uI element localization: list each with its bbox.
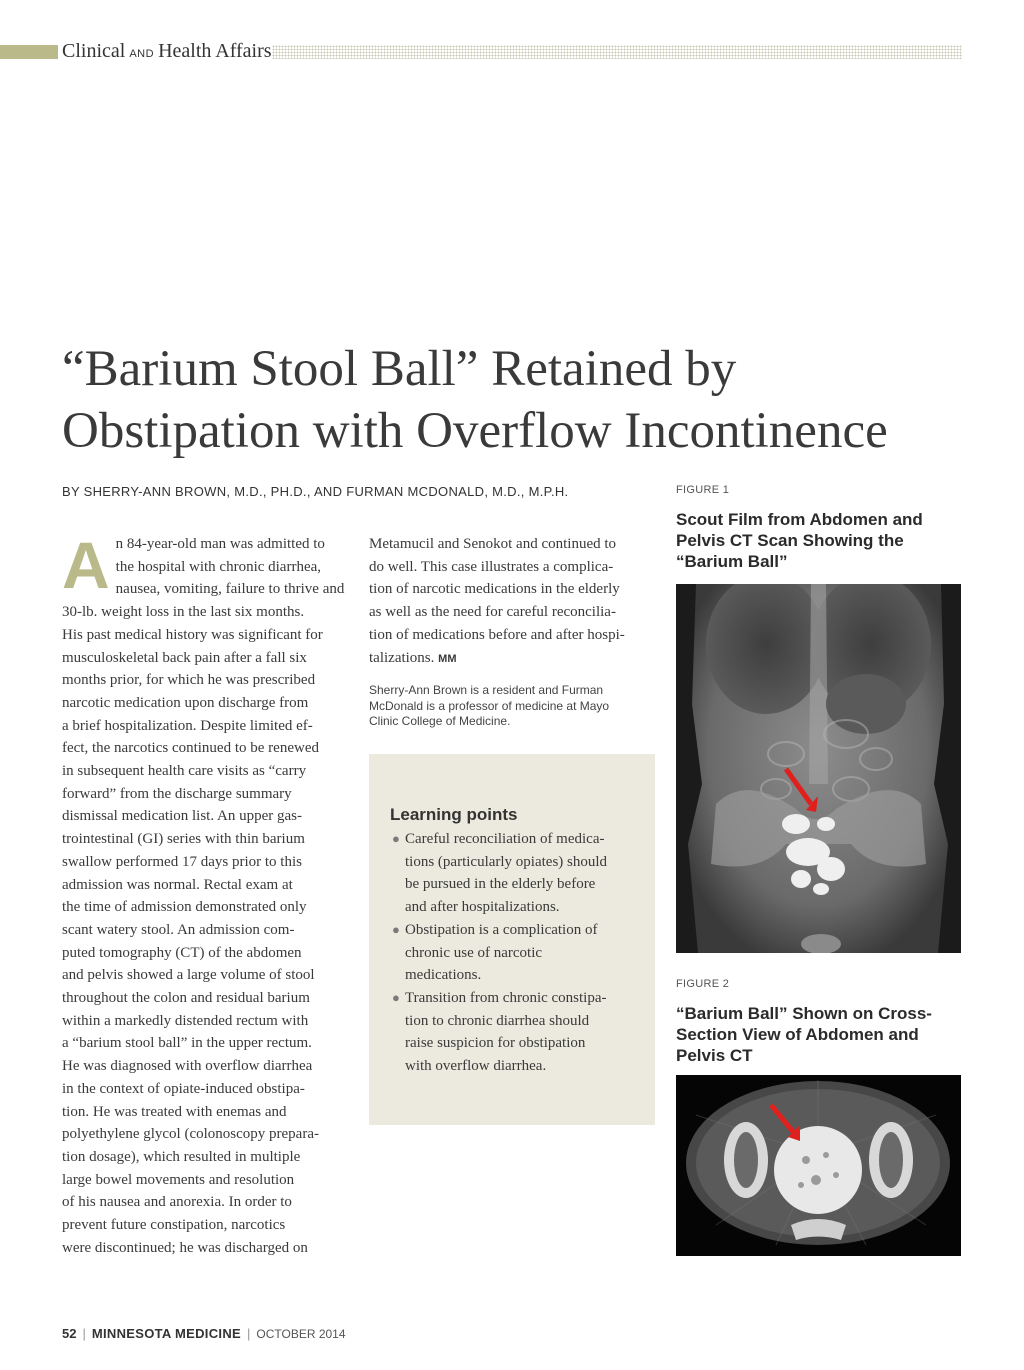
article-byline: BY SHERRY-ANN BROWN, M.D., PH.D., AND FURMAN MCDONALD, M.D., M.P.H. (62, 484, 569, 499)
learning-point-item (389, 919, 651, 987)
learning-point-line: with overflow diarrhea. (405, 1058, 547, 1075)
end-mark: MM (438, 652, 457, 665)
body-line: fect, the narcotics continued to be renewed (62, 740, 319, 757)
bullet-icon: ● (392, 989, 400, 1005)
body-line: tion of medications before and after hospi- (369, 626, 625, 643)
body-line: in subsequent health care visits as “carry (62, 763, 307, 780)
learning-points-title: Learning points (390, 805, 518, 824)
body-line: a “barium stool ball” in the upper rectum. (62, 1035, 312, 1052)
body-text (62, 528, 352, 1260)
author-bio (369, 683, 654, 730)
learning-point-line: tion to chronic diarrhea should (405, 1012, 590, 1029)
bio-line: Sherry-Ann Brown is a resident and Furman (369, 683, 604, 697)
body-line: scant watery stool. An admission com- (62, 921, 295, 938)
figure-1-scout-film-image (676, 584, 961, 953)
figure-title-line: Section View of Abdomen and (676, 1025, 919, 1044)
learning-point-line: Careful reconciliation of medica- (405, 831, 605, 847)
body-line: within a markedly distended rectum with (62, 1012, 309, 1029)
figure-1-label: FIGURE 1 (676, 484, 730, 496)
body-line: His past medical history was significant for (62, 626, 323, 643)
body-line: months prior, for which he was prescribed (62, 672, 316, 689)
body-line: nausea, vomiting, failure to thrive and (115, 581, 345, 598)
body-line: the time of admission demonstrated only (62, 899, 307, 916)
figure-2-label: FIGURE 2 (676, 978, 730, 990)
body-line: 30-lb. weight loss in the last six months. (62, 604, 305, 621)
learning-point-line: raise suspicion for obstipation (405, 1035, 586, 1052)
page-footer (62, 1326, 346, 1341)
bullet-icon: ● (392, 921, 400, 937)
body-line: tion of narcotic medications in the elderly (369, 581, 620, 598)
learning-points-list (389, 828, 651, 1078)
figure-title-line: “Barium Ball” Shown on Cross- (676, 1004, 932, 1023)
bio-line: McDonald is a professor of medicine at Mayo (369, 698, 610, 713)
title-line: “Barium Stool Ball” Retained by (62, 341, 737, 397)
learning-point-line: Transition from chronic constipa- (405, 989, 607, 1006)
body-line: He was diagnosed with overflow diarrhea (62, 1058, 313, 1075)
body-line: do well. This case illustrates a complica- (369, 558, 614, 575)
body-line: large bowel movements and resolution (62, 1171, 295, 1188)
figure-1-title (676, 509, 966, 572)
body-line: forward” from the discharge summary (62, 785, 292, 802)
learning-point-item (389, 828, 651, 919)
learning-point-line: be pursued in the elderly before (405, 876, 596, 893)
section-name-part2: Health Affairs (158, 40, 272, 62)
issue-date: OCTOBER 2014 (256, 1327, 346, 1341)
body-text (369, 533, 654, 670)
body-line: prevent future constipation, narcotics (62, 1217, 286, 1234)
body-line: throughout the colon and residual barium (62, 990, 310, 1007)
body-line: tion. He was treated with enemas and (62, 1103, 287, 1120)
body-line: dismissal medication list. An upper gas- (62, 808, 302, 825)
body-line: and pelvis showed a large volume of stool (62, 967, 315, 984)
body-line: tion dosage), which resulted in multiple (62, 1148, 301, 1165)
body-line: talizations. MM (369, 649, 457, 666)
footer-separator: | (246, 1326, 251, 1341)
body-line: in the context of opiate-induced obstipa- (62, 1080, 305, 1097)
title-line: Obstipation with Overflow Incontinence (62, 403, 888, 459)
learning-point-line: medications. (405, 967, 482, 984)
body-line: polyethylene glycol (colonoscopy prepara- (62, 1126, 319, 1143)
section-header (62, 40, 272, 63)
figure-title-line: Pelvis CT (676, 1046, 753, 1065)
body-line: trointestinal (GI) series with thin barium (62, 831, 305, 848)
footer-separator: | (82, 1326, 86, 1341)
figure-title-line: Scout Film from Abdomen and (676, 510, 923, 529)
section-dotted-rule (272, 45, 962, 59)
page-number: 52 (62, 1326, 77, 1341)
learning-point-line: Obstipation is a complication of (405, 921, 598, 938)
body-line: n 84-year-old man was admitted to (115, 536, 325, 552)
body-line: the hospital with chronic diarrhea, (115, 558, 322, 575)
body-line: Metamucil and Senokot and continued to (369, 536, 617, 552)
bullet-icon: ● (392, 831, 400, 846)
body-line: of his nausea and anorexia. In order to (62, 1194, 292, 1211)
article-title (62, 338, 962, 462)
body-column-1 (62, 528, 352, 1260)
body-line: musculoskeletal back pain after a fall six (62, 649, 307, 666)
body-line: admission was normal. Rectal exam at (62, 876, 293, 893)
magazine-name: MINNESOTA MEDICINE (91, 1326, 241, 1341)
learning-point-line: tions (particularly opiates) should (405, 853, 608, 870)
section-color-bar (0, 45, 58, 59)
body-column-2 (369, 533, 654, 670)
learning-points-box (369, 754, 655, 1125)
section-name-part1: Clinical (62, 40, 126, 62)
learning-point-item (389, 987, 651, 1078)
figure-title-line: Pelvis CT Scan Showing the (676, 531, 904, 550)
learning-point-line: chronic use of narcotic (405, 944, 543, 961)
drop-cap: A (62, 528, 110, 602)
body-line: as well as the need for careful reconcilia- (369, 604, 616, 621)
bio-line: Clinic College of Medicine. (369, 714, 511, 728)
figure-2-title (676, 1003, 966, 1066)
learning-point-line: and after hospitalizations. (405, 899, 560, 916)
body-line: a brief hospitalization. Despite limited ef- (62, 717, 313, 734)
body-line: puted tomography (CT) of the abdomen (62, 944, 302, 961)
body-line: narcotic medication upon discharge from (62, 694, 309, 711)
figure-title-line: “Barium Ball” (676, 552, 788, 571)
section-name-and: AND (129, 48, 155, 60)
body-line: swallow performed 17 days prior to this (62, 853, 302, 870)
figure-2-ct-cross-section-image (676, 1075, 961, 1256)
body-line: were discontinued; he was discharged on (62, 1239, 308, 1256)
